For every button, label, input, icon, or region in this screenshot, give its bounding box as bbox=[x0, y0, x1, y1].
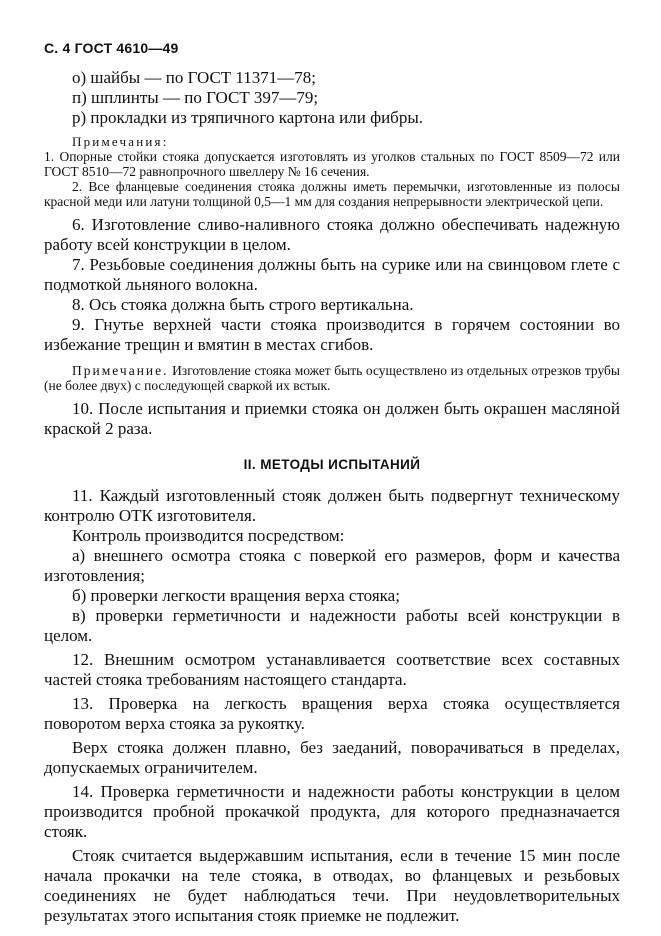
section-title: II. МЕТОДЫ ИСПЫТАНИЙ bbox=[243, 457, 421, 472]
notes-title: Примечания: bbox=[72, 134, 169, 149]
list-item-r: р) прокладки из тряпичного картона или фибры. bbox=[72, 108, 423, 127]
item-14: 14. Проверка герметичности и надежности работы конструкции в целом производится пробной прокачкой продукта, для которого предназначается стояк. bbox=[44, 782, 620, 841]
page-header: С. 4 ГОСТ 4610—49 bbox=[44, 40, 179, 56]
item-11: 11. Каждый изготовленный стояк должен быть подвергнут техническому контролю ОТК изготовителя. bbox=[44, 486, 620, 525]
note-fabrication-text: Изготовление стояка может быть осуществлено из отдельных отрезков трубы (не более двух) с последующей сваркой их встык. bbox=[44, 363, 620, 393]
page-content bbox=[44, 68, 620, 926]
item-6: 6. Изготовление сливо-наливного стояка должно обеспечивать надежную работу всей конструкции в целом. bbox=[44, 215, 620, 254]
note-1: 1. Опорные стойки стояка допускается изготовлять из уголков стальных по ГОСТ 8509—72 или ГОСТ 8510—72 равнопрочного швеллеру № 16 сечения. bbox=[44, 149, 620, 179]
control-v: в) проверки герметичности и надежности работы всей конструкции в целом. bbox=[44, 606, 620, 645]
list-item-o: о) шайбы — по ГОСТ 11371—78; bbox=[72, 68, 317, 87]
item-9: 9. Гнутье верхней части стояка производится в горячем состоянии во избежание трещин и вмятин в местах сгибов. bbox=[44, 315, 620, 354]
item-10: 10. После испытания и приемки стояка он должен быть окрашен масляной краской 2 раза. bbox=[44, 399, 620, 438]
note-fabrication-label: Примечание. bbox=[72, 363, 169, 378]
list-item-p: п) шплинты — по ГОСТ 397—79; bbox=[72, 88, 319, 107]
item-12: 12. Внешним осмотром устанавливается соответствие всех составных частей стояка требованиям настоящего стандарта. bbox=[44, 650, 620, 689]
control-b: б) проверки легкости вращения верха стояка; bbox=[72, 586, 400, 605]
item-8: 8. Ось стояка должна быть строго вертикальна. bbox=[72, 295, 414, 314]
item-14-detail: Стояк считается выдержавшим испытания, если в течение 15 мин после начала прокачки на теле стояка, в отводах, во фланцевых и резьбовых соединениях не будет наблюдаться течи. При неудовлетворительных результатах этого испытания стояк приемке не подлежит. bbox=[44, 846, 620, 925]
item-7: 7. Резьбовые соединения должны быть на сурике или на свинцовом глете с подмоткой льняного волокна. bbox=[44, 255, 620, 294]
note-fabrication bbox=[44, 363, 620, 393]
control-intro: Контроль производится посредством: bbox=[72, 526, 345, 545]
control-a: а) внешнего осмотра стояка с поверкой его размеров, форм и качества изготовления; bbox=[44, 546, 620, 585]
item-13: 13. Проверка на легкость вращения верха стояка осуществляется поворотом верха стояка за рукоятку. bbox=[44, 694, 620, 733]
item-13-detail: Верх стояка должен плавно, без заеданий, поворачиваться в пределах, допускаемых ограничителем. bbox=[44, 738, 620, 777]
note-2: 2. Все фланцевые соединения стояка должны иметь перемычки, изготовленные из полосы красной меди или латуни толщиной 0,5—1 мм для создания непрерывности электрической цепи. bbox=[44, 179, 620, 209]
